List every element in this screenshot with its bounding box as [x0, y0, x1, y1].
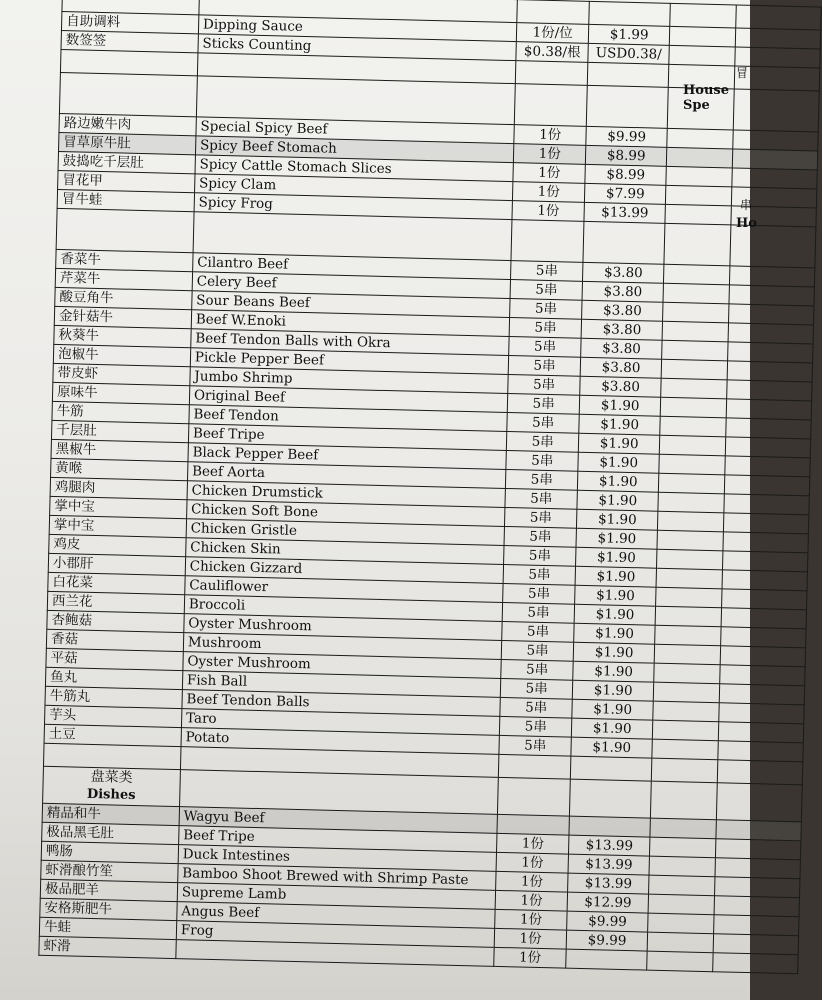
skewer-header-zh: 串	[740, 198, 753, 212]
item-name-en: Sour Beans Beef	[192, 291, 511, 318]
empty-cell	[515, 61, 588, 86]
empty-cell	[662, 340, 728, 361]
item-quantity: 1份	[495, 890, 568, 911]
item-price: $3.80	[583, 262, 664, 283]
empty-cell	[648, 913, 714, 934]
empty-cell	[720, 627, 806, 648]
item-price: $1.90	[573, 661, 654, 682]
item-name-zh: 鸡皮	[49, 534, 186, 556]
item-name-en: Sticks Counting	[198, 34, 517, 61]
item-price: $13.99	[584, 202, 665, 223]
empty-cell	[715, 839, 801, 860]
item-name-zh: 金针菇牛	[54, 306, 191, 328]
empty-cell	[724, 494, 810, 515]
empty-cell	[659, 454, 725, 475]
empty-cell	[664, 264, 730, 285]
item-name-en: Chicken Gizzard	[185, 557, 504, 584]
empty-cell	[653, 682, 719, 703]
empty-cell	[589, 1, 670, 26]
empty-cell	[651, 758, 717, 783]
item-name-en: Chicken Soft Bone	[186, 500, 505, 527]
empty-cell	[659, 435, 725, 456]
item-name-zh: 鸡腿肉	[50, 477, 187, 499]
empty-cell	[663, 302, 729, 323]
item-name-en: Jumbo Shrimp	[190, 367, 509, 394]
empty-cell	[725, 456, 811, 477]
item-quantity: 5串	[504, 545, 577, 566]
empty-cell	[661, 378, 727, 399]
item-name-zh: 极品肥羊	[40, 879, 177, 901]
item-price: $1.90	[577, 509, 658, 530]
item-quantity: 5串	[508, 375, 581, 396]
item-name-zh: 牛筋	[52, 401, 189, 423]
item-quantity: 5串	[501, 659, 574, 680]
empty-cell	[736, 5, 822, 30]
empty-cell	[59, 72, 197, 116]
item-name-zh: 香菜牛	[56, 249, 193, 271]
empty-cell	[669, 45, 735, 66]
item-quantity: 1份	[496, 852, 569, 873]
item-name-zh: 原味牛	[52, 382, 189, 404]
item-quantity: 5串	[510, 299, 583, 320]
empty-cell	[657, 549, 723, 570]
empty-cell	[666, 185, 732, 206]
empty-cell	[724, 475, 810, 496]
item-quantity: 5串	[509, 337, 582, 358]
item-price: $13.99	[568, 873, 649, 894]
item-name-zh: 自助调料	[61, 12, 198, 34]
item-name-en: Fish Ball	[182, 671, 501, 698]
empty-cell	[721, 589, 807, 610]
item-price: $7.99	[585, 183, 666, 204]
item-quantity	[497, 814, 570, 835]
empty-cell	[60, 49, 197, 75]
item-price: $1.90	[574, 604, 655, 625]
item-name-zh: 精品和牛	[42, 803, 179, 825]
item-price: $1.90	[575, 566, 656, 587]
empty-cell	[670, 3, 736, 28]
empty-cell	[714, 896, 800, 917]
item-name-zh: 泡椒牛	[53, 344, 190, 366]
item-name-zh: 路边嫩牛肉	[59, 113, 196, 135]
empty-cell	[717, 760, 803, 785]
item-price: $3.80	[581, 338, 662, 359]
item-quantity: 1份	[496, 871, 569, 892]
item-quantity: 5串	[510, 280, 583, 301]
menu-table	[38, 0, 821, 974]
empty-cell	[728, 323, 814, 344]
item-name-en: Beef Aorta	[187, 462, 506, 489]
empty-cell	[651, 781, 718, 820]
empty-cell	[654, 663, 720, 684]
item-name-zh: 白花菜	[48, 572, 185, 594]
empty-cell	[726, 399, 812, 420]
item-name-zh: 安格斯肥牛	[40, 898, 177, 920]
item-name-en: Beef Tripe	[178, 826, 497, 853]
item-price: $8.99	[585, 164, 666, 185]
item-name-zh: 牛筋丸	[45, 686, 182, 708]
item-name-zh: 芹菜牛	[55, 268, 192, 290]
item-name-en: Cauliflower	[185, 576, 504, 603]
item-quantity: 1份	[512, 201, 585, 222]
empty-cell	[727, 380, 813, 401]
empty-cell	[587, 85, 669, 128]
item-price: $3.80	[580, 376, 661, 397]
empty-cell	[722, 570, 808, 591]
item-name-en: Spicy Frog	[194, 193, 513, 220]
empty-cell	[658, 511, 724, 532]
empty-cell	[664, 223, 731, 266]
empty-cell	[656, 568, 722, 589]
item-quantity: 5串	[509, 318, 582, 339]
skewer-header: Ho	[736, 216, 757, 231]
item-name-zh: 西兰花	[47, 591, 184, 613]
item-price: $8.99	[586, 145, 667, 166]
dishes-header-zh: 盘菜类	[90, 768, 133, 786]
item-price: $1.90	[579, 433, 660, 454]
item-quantity: 5串	[505, 469, 578, 490]
item-price: $3.80	[580, 357, 661, 378]
empty-cell	[727, 342, 813, 363]
item-name-zh: 土豆	[44, 724, 181, 746]
empty-cell	[732, 168, 818, 189]
empty-cell	[652, 739, 718, 760]
item-name-zh: 芋头	[45, 705, 182, 727]
item-quantity: 1份	[495, 909, 568, 930]
item-name-en: Beef Tendon Balls	[182, 690, 501, 717]
empty-cell	[722, 551, 808, 572]
item-price: USD0.38/	[588, 43, 669, 64]
empty-cell	[719, 684, 805, 705]
item-name-en: Wagyu Beef	[179, 807, 498, 834]
item-name-en: Beef Tripe	[188, 424, 507, 451]
item-name-en: Original Beef	[189, 386, 508, 413]
item-price	[569, 816, 650, 837]
empty-cell	[588, 62, 669, 87]
empty-cell	[570, 779, 652, 818]
item-quantity: 5串	[503, 564, 576, 585]
empty-cell	[729, 266, 815, 287]
item-price: $9.99	[567, 911, 648, 932]
item-name-en: Beef Tendon	[189, 405, 508, 432]
empty-cell	[56, 208, 194, 252]
item-name-en: Broccoli	[184, 595, 503, 622]
item-name-en: Spicy Beef Stomach	[195, 136, 514, 163]
item-name-zh: 冒花甲	[58, 170, 195, 192]
empty-cell	[652, 720, 718, 741]
empty-cell	[719, 703, 805, 724]
empty-cell	[726, 418, 812, 439]
item-price: $1.90	[575, 585, 656, 606]
empty-cell	[43, 743, 180, 769]
item-quantity: 5串	[503, 583, 576, 604]
item-quantity: 5串	[507, 413, 580, 434]
empty-cell	[720, 646, 806, 667]
item-quantity: 5串	[507, 394, 580, 415]
empty-cell	[713, 953, 799, 974]
item-name-en: Oyster Mushroom	[184, 614, 503, 641]
item-name-zh: 冒牛蛙	[57, 189, 194, 211]
item-price: $1.90	[577, 490, 658, 511]
empty-cell	[720, 665, 806, 686]
item-name-zh: 带皮虾	[53, 363, 190, 385]
empty-cell	[723, 513, 809, 534]
item-quantity: 5串	[508, 356, 581, 377]
item-quantity: 1份	[513, 144, 586, 165]
empty-cell	[728, 304, 814, 325]
item-quantity: 5串	[499, 716, 572, 737]
item-quantity: 1份	[494, 947, 567, 968]
item-quantity: 5串	[511, 261, 584, 282]
empty-cell	[511, 220, 584, 263]
empty-cell	[648, 894, 714, 915]
empty-cell	[732, 149, 818, 170]
item-quantity: $0.38/根	[516, 42, 589, 63]
item-price: $9.99	[566, 930, 647, 951]
item-name-zh: 香菇	[46, 629, 183, 651]
item-quantity: 1份	[513, 182, 586, 203]
house-special-header-zh: 冒	[736, 66, 749, 80]
item-price	[566, 949, 647, 970]
item-name-en: Oyster Mushroom	[183, 652, 502, 679]
empty-cell	[663, 283, 729, 304]
item-price: $13.99	[569, 835, 650, 856]
item-name-zh: 鸭肠	[41, 841, 178, 863]
item-name-en: Chicken Skin	[185, 538, 504, 565]
item-name-en: Angus Beef	[177, 902, 496, 929]
empty-cell	[571, 756, 652, 781]
empty-cell	[647, 932, 713, 953]
empty-cell	[735, 28, 821, 49]
item-name-en: Spicy Cattle Stomach Slices	[195, 155, 514, 182]
item-price: $1.90	[572, 699, 653, 720]
house-special-header: House Spe	[683, 83, 729, 113]
item-quantity: 5串	[505, 507, 578, 528]
empty-cell	[714, 877, 800, 898]
empty-cell	[583, 221, 665, 264]
item-price: $1.90	[579, 395, 660, 416]
item-name-zh: 酸豆角牛	[55, 287, 192, 309]
item-price: $1.99	[589, 24, 670, 45]
item-name-zh: 掌中宝	[49, 515, 186, 537]
item-name-en: Duck Intestines	[178, 845, 497, 872]
item-name-en: Spicy Clam	[194, 174, 513, 201]
item-price: $3.80	[582, 281, 663, 302]
item-name-en: Bamboo Shoot Brewed with Shrimp Paste	[178, 864, 497, 891]
empty-cell	[649, 875, 715, 896]
item-name-en: Chicken Drumstick	[187, 481, 506, 508]
empty-cell	[658, 492, 724, 513]
item-price: $13.99	[568, 854, 649, 875]
item-name-zh: 鱼丸	[45, 667, 182, 689]
item-price: $1.90	[571, 737, 652, 758]
empty-cell	[647, 951, 713, 972]
item-name-zh: 黄喉	[51, 458, 188, 480]
item-name-zh: 黑椒牛	[51, 439, 188, 461]
empty-cell	[661, 359, 727, 380]
item-name-en: Cilantro Beef	[192, 253, 511, 280]
empty-cell	[718, 741, 804, 762]
empty-cell	[514, 84, 587, 127]
item-price: $3.80	[582, 300, 663, 321]
item-quantity: 5串	[500, 678, 573, 699]
empty-cell	[662, 321, 728, 342]
item-quantity: 5串	[506, 432, 579, 453]
empty-cell	[715, 858, 801, 879]
empty-cell	[713, 915, 799, 936]
item-name-en: Taro	[181, 709, 500, 736]
item-quantity: 5串	[500, 697, 573, 718]
item-name-zh: 秋葵牛	[54, 325, 191, 347]
item-name-en: Special Spicy Beef	[196, 117, 515, 144]
item-name-en: Frog	[176, 921, 495, 948]
item-name-zh: 虾滑	[39, 936, 176, 958]
empty-cell	[723, 532, 809, 553]
item-quantity: 5串	[505, 488, 578, 509]
empty-cell	[655, 625, 721, 646]
item-name-en: Celery Beef	[192, 272, 511, 299]
empty-cell	[733, 130, 819, 151]
item-name-en: Black Pepper Beef	[188, 443, 507, 470]
item-quantity: 1份	[514, 125, 587, 146]
item-price: $9.99	[586, 126, 667, 147]
empty-cell	[650, 837, 716, 858]
empty-cell	[498, 777, 571, 816]
item-price: $1.90	[578, 452, 659, 473]
empty-cell	[730, 225, 816, 268]
item-name-zh: 冒草原牛肚	[59, 132, 196, 154]
item-quantity: 5串	[506, 450, 579, 471]
empty-cell	[721, 608, 807, 629]
item-quantity: 5串	[501, 640, 574, 661]
item-name-en: Pickle Pepper Beef	[190, 348, 509, 375]
item-price: $1.90	[573, 642, 654, 663]
item-name-zh: 虾滑酿竹笙	[41, 860, 178, 882]
empty-cell	[665, 204, 731, 225]
empty-cell	[716, 783, 802, 822]
item-name-zh: 杏鲍菇	[47, 610, 184, 632]
empty-cell	[658, 473, 724, 494]
empty-cell	[725, 437, 811, 458]
item-name-en: Beef Tendon Balls with Okra	[191, 329, 510, 356]
item-price: $1.90	[578, 471, 659, 492]
empty-cell	[729, 285, 815, 306]
item-name-zh: 千层肚	[51, 420, 188, 442]
empty-cell	[713, 934, 799, 955]
empty-cell	[517, 0, 590, 24]
item-quantity: 1份	[513, 163, 586, 184]
item-quantity: 5串	[499, 735, 572, 756]
item-name-zh: 牛蛙	[39, 917, 176, 939]
item-quantity: 5串	[502, 602, 575, 623]
item-name-zh: 掌中宝	[50, 496, 187, 518]
item-name-en: Mushroom	[183, 633, 502, 660]
empty-cell	[655, 606, 721, 627]
item-price: $3.80	[581, 319, 662, 340]
empty-cell	[653, 701, 719, 722]
empty-cell	[654, 644, 720, 665]
item-name-en: Potato	[181, 728, 500, 755]
item-quantity: 5串	[502, 621, 575, 642]
empty-cell	[666, 166, 732, 187]
empty-cell	[666, 147, 732, 168]
dishes-header-en: Dishes	[86, 786, 136, 804]
empty-cell	[498, 754, 571, 779]
item-price: $1.90	[572, 718, 653, 739]
item-quantity: 1份	[497, 833, 570, 854]
empty-cell	[656, 587, 722, 608]
item-name-zh: 极品黑毛肚	[42, 822, 179, 844]
empty-cell	[667, 128, 733, 149]
item-price: $12.99	[567, 892, 648, 913]
item-name-zh: 平菇	[46, 648, 183, 670]
empty-cell	[718, 722, 804, 743]
item-name-en: Beef W.Enoki	[191, 310, 510, 337]
item-price: $1.90	[574, 623, 655, 644]
item-name-en: Dipping Sauce	[198, 15, 517, 42]
empty-cell	[716, 820, 802, 841]
dishes-header	[43, 766, 181, 806]
empty-cell	[669, 26, 735, 47]
empty-cell	[649, 856, 715, 877]
empty-cell	[660, 397, 726, 418]
item-name-zh: 小郡肝	[48, 553, 185, 575]
item-quantity: 1份	[494, 928, 567, 949]
empty-cell	[660, 416, 726, 437]
empty-cell	[657, 530, 723, 551]
item-name-en: Supreme Lamb	[177, 883, 496, 910]
empty-cell	[650, 818, 716, 839]
item-quantity: 5串	[504, 526, 577, 547]
item-price: $1.90	[573, 680, 654, 701]
item-name-zh: 数签签	[61, 30, 198, 52]
item-price: $1.90	[576, 547, 657, 568]
item-name-en: Chicken Gristle	[186, 519, 505, 546]
item-name-zh: 鼓捣吃千层肚	[58, 151, 195, 173]
item-price: $1.90	[576, 528, 657, 549]
item-price: $1.90	[579, 414, 660, 435]
empty-cell	[727, 361, 813, 382]
item-quantity: 1份/位	[516, 23, 589, 44]
